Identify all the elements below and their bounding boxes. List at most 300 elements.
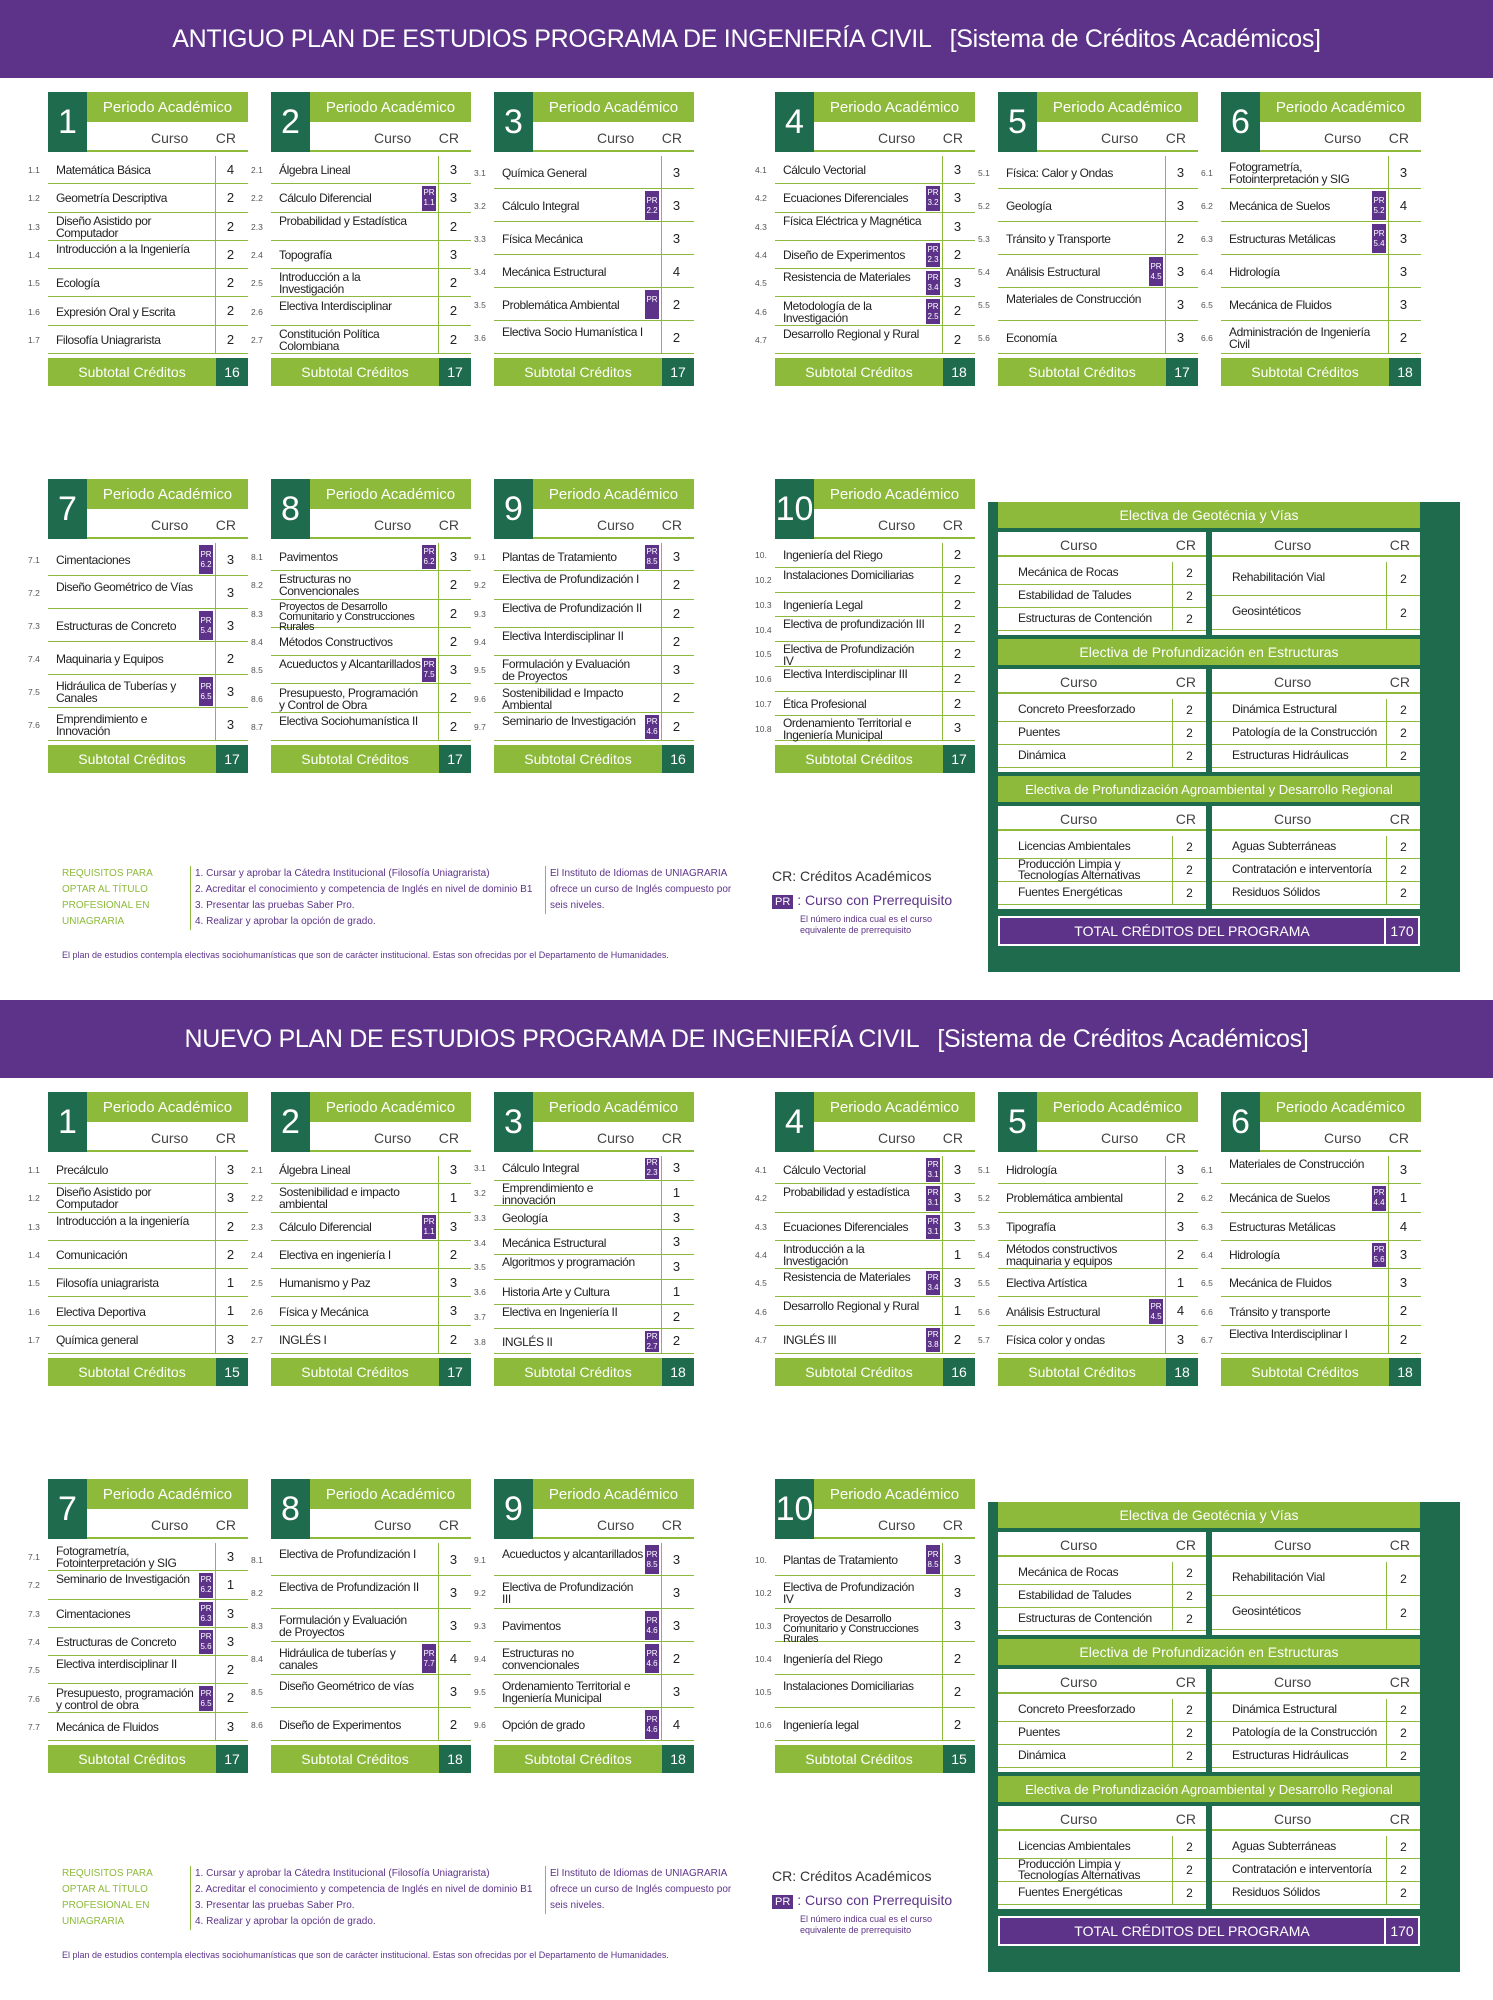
course-name: Formulación y Evaluación de Proyectos [502,657,630,684]
pr-value: 2.3 [646,1168,658,1178]
column-headers [310,509,471,539]
course-credits: 2 [215,1656,245,1684]
course-credits: 2 [1388,321,1418,354]
course-index: 10.5 [755,649,772,660]
elective-credits: 2 [1172,859,1206,882]
pr-value: 4.5 [1150,1311,1162,1321]
course-index: 3.2 [474,200,486,211]
course-row [978,1326,1198,1354]
curso-header: Curso [1274,1811,1312,1827]
course-credits: 3 [661,543,691,571]
subtotal-bar [1221,358,1421,386]
course-name: Electiva Deportiva [56,1304,146,1319]
course-index: 10.4 [755,624,772,635]
course-credits: 3 [1165,156,1195,189]
elective-row [998,1859,1206,1882]
course-row [251,656,471,684]
course-name: Mecánica Estructural [502,264,607,279]
course-name: Cimentaciones [56,552,131,567]
course-name: Introducción a la Investigación [783,1241,865,1268]
periodo-label: Periodo Académico [87,479,248,509]
course-row [755,326,975,354]
subtotal-bar [48,1745,248,1773]
course-index: 10.5 [755,1686,772,1697]
course-credits: 4 [1388,189,1418,222]
course-row [755,1576,975,1609]
electives-panel [988,502,1460,972]
total-label: TOTAL CRÉDITOS DEL PROGRAMA [998,1916,1386,1946]
course-index: 9.4 [474,636,486,647]
semester-number: 7 [48,479,87,539]
subtotal-label: Subtotal Créditos [775,745,943,773]
course-index: 1.6 [28,306,40,317]
course-credits: 3 [438,156,468,184]
course-index: 4.4 [755,1249,767,1260]
course-name: Tránsito y Transporte [1006,231,1111,246]
institute-note: El Instituto de Idiomas de UNIAGRARIA ofrece un curso de Inglés compuesto por seis niveles. [545,1866,735,1914]
course-credits: 2 [942,297,972,325]
course-credits: 3 [661,1543,691,1576]
course-index: 6.4 [1201,1249,1213,1260]
course-credits: 3 [661,1609,691,1642]
curso-header: Curso [878,1517,916,1533]
course-credits: 2 [661,628,691,656]
course-row [978,1241,1198,1269]
course-credits: 3 [942,1543,972,1576]
course-index: 7.2 [28,1580,40,1591]
course-name: Ingeniería del Riego [783,548,883,563]
curso-header: Curso [1060,1537,1098,1553]
course-credits: 1 [215,1269,245,1297]
elective-row [998,859,1206,882]
pr-value: 2.5 [927,311,939,321]
course-name: Hidrología [1006,1163,1057,1178]
course-name: Hidráulica de tuberías y canales [279,1645,396,1672]
elective-row [1212,836,1420,859]
pr-label: PR [1373,1244,1385,1254]
curso-header: Curso [878,1130,916,1146]
course-row [1201,1297,1421,1325]
course-row [755,1543,975,1576]
elective-row [998,1585,1206,1608]
cr-header: CR [1389,811,1410,827]
course-index: 2.6 [251,306,263,317]
humanities-note: El plan de estudios contempla electivas sociohumanísticas que son de carácter institucional. Estas son ofrecidas por el Departamento de Humanidades. [62,1950,669,1960]
course-name: Diseño de Experimentos [783,247,905,262]
semester-number: 3 [494,1092,533,1152]
course-credits: 1 [661,1280,691,1305]
course-index: 4.1 [755,165,767,176]
course-credits: 3 [438,1576,468,1609]
course-row [474,1280,694,1305]
pr-value: 4.4 [1373,1198,1385,1208]
course-row [1201,156,1421,189]
elective-name: Licencias Ambientales [1018,1838,1131,1853]
course-index: 5.1 [978,1165,990,1176]
elective-name: Contratación e interventoría [1232,1861,1372,1876]
course-name: Electiva Artística [1006,1276,1087,1291]
elective-name: Licencias Ambientales [1018,838,1131,853]
course-name: Seminario de Investigación [56,1572,190,1587]
course-credits: 2 [438,1241,468,1269]
course-index: 4.3 [755,221,767,232]
course-row [755,1675,975,1708]
course-index: 9.5 [474,1686,486,1697]
elective-credits: 2 [1386,1882,1420,1905]
pr-label: PR [423,1648,435,1658]
course-credits: 3 [942,184,972,212]
course-credits: 2 [661,571,691,599]
column-headers [533,1122,694,1152]
cr-header: CR [942,1130,963,1146]
prerequisite-badge [199,1686,213,1710]
course-name: Electiva de Profundización II [502,600,642,615]
course-index: 6.2 [1201,1193,1213,1204]
course-row [1201,189,1421,222]
electives-panel [988,1502,1460,1972]
course-row [755,1213,975,1241]
course-credits: 2 [215,1241,245,1269]
elective-credits: 2 [1172,1585,1206,1608]
subtotal-bar [48,358,248,386]
prerequisite-badge [926,1545,940,1574]
elective-row [998,699,1206,722]
elective-headers [1212,669,1420,694]
course-row [755,1609,975,1645]
column-headers [87,1122,248,1152]
course-credits: 4 [661,1708,691,1741]
course-credits: 3 [215,1543,245,1571]
course-index: 3.3 [474,233,486,244]
course-name: Física: Calor y Ondas [1006,165,1113,180]
curso-header: Curso [151,1517,189,1533]
course-row [28,326,248,354]
pr-label: PR [200,549,212,559]
semester-block [474,1092,694,1392]
course-credits: 3 [438,184,468,212]
elective-name: Mecánica de Rocas [1018,564,1119,579]
course-row [28,1213,248,1241]
course-name: Mecánica de Suelos [1229,1191,1330,1206]
course-credits: 3 [661,189,691,222]
course-row [755,241,975,269]
course-name: Álgebra Lineal [279,163,351,178]
elective-credits: 2 [1172,1699,1206,1722]
curso-header: Curso [597,517,635,533]
course-index: 8.1 [251,552,263,563]
course-credits: 3 [438,1675,468,1708]
course-name: Probabilidad y Estadística [279,213,407,228]
semester-block [474,92,694,392]
course-row [251,297,471,325]
course-name: Métodos Constructivos [279,634,393,649]
course-row [28,213,248,241]
elective-name: Estructuras de Contención [1018,1610,1152,1625]
course-name: INGLÉS I [279,1332,327,1347]
plan-banner [0,1000,1493,1078]
course-index: 1.7 [28,334,40,345]
subtotal-bar [1221,1358,1421,1386]
course-row [474,1576,694,1609]
elective-name: Rehabilitación Vial [1232,570,1325,584]
course-name: Cálculo Integral [502,198,579,213]
subtotal-label: Subtotal Créditos [494,1745,662,1773]
pr-value: 2.2 [646,205,658,215]
course-name: Estructuras no convencionales [502,1645,580,1672]
course-index: 2.4 [251,1249,263,1260]
course-index: 2.6 [251,1306,263,1317]
column-headers [1037,122,1198,152]
pr-label: PR [1373,228,1385,238]
subtotal-label: Subtotal Créditos [775,358,943,386]
course-name: Electiva de profundización III [783,617,925,632]
course-row [474,1255,694,1280]
subtotal-label: Subtotal Créditos [998,358,1166,386]
pr-value: 3.2 [927,198,939,208]
column-headers [310,122,471,152]
course-credits: 3 [438,241,468,269]
elective-row [1212,859,1420,882]
course-credits: 2 [661,600,691,628]
pr-label: PR [646,1648,658,1658]
course-name: Tránsito y transporte [1229,1304,1331,1319]
cr-header: CR [661,130,682,146]
pr-value: 5.6 [1373,1254,1385,1264]
subtotal-value: 17 [216,745,248,773]
course-credits: 2 [661,1305,691,1330]
course-row [474,1609,694,1642]
course-index: 1.2 [28,1193,40,1204]
column-headers [533,1509,694,1539]
course-name: Electiva de Profundización I [279,1546,416,1561]
course-credits: 3 [942,1213,972,1241]
course-name: Humanismo y Paz [279,1276,371,1291]
periodo-label: Periodo Académico [1037,1092,1198,1122]
pr-value: 3.4 [927,1283,939,1293]
course-row [978,321,1198,354]
requirements-block [0,1866,740,1966]
course-name: Geometría Descriptiva [56,191,167,206]
pr-label: PR [200,1688,212,1698]
legend-cr: CR: Créditos Académicos [772,868,932,884]
course-credits: 3 [1165,189,1195,222]
course-credits: 3 [1388,156,1418,189]
course-index: 4.5 [755,1278,767,1289]
course-index: 2.5 [251,1278,263,1289]
course-index: 8.3 [251,1620,263,1631]
course-index: 7.2 [28,587,40,598]
elective-row [1212,882,1420,905]
course-name: Ética Profesional [783,696,867,711]
subtotal-label: Subtotal Créditos [48,358,216,386]
legend-pr-box: PR [772,1895,793,1909]
course-credits: 2 [215,642,245,675]
subtotal-bar [271,1745,471,1773]
cr-header: CR [1175,1674,1196,1690]
course-row [755,617,975,642]
elective-name: Patología de la Construcción [1232,1724,1378,1739]
course-index: 10. [755,1554,767,1565]
course-name: Presupuesto, programación y control de obra [56,1685,194,1712]
plan-section [0,1000,1493,2000]
course-index: 10.4 [755,1653,772,1664]
elective-credits: 2 [1386,1836,1420,1859]
course-credits: 2 [661,1329,691,1354]
course-credits: 3 [661,1255,691,1280]
curso-header: Curso [597,1130,635,1146]
course-credits: 1 [1388,1184,1418,1212]
course-credits: 2 [1388,1326,1418,1354]
course-credits: 3 [1165,255,1195,288]
course-index: 6.1 [1201,167,1213,178]
course-credits: 2 [1388,1297,1418,1325]
requirement-item: 1. Cursar y aprobar la Cátedra Institucional (Filosofía Uniagrarista) [195,1868,490,1879]
course-index: 7.5 [28,686,40,697]
requirement-item: 3. Presentar las pruebas Saber Pro. [195,900,355,911]
course-index: 3.5 [474,1262,486,1273]
periodo-label: Periodo Académico [310,479,471,509]
course-index: 7.7 [28,1721,40,1732]
course-credits: 3 [1165,1156,1195,1184]
prerequisite-badge [422,186,436,210]
course-name: Probabilidad y estadística [783,1185,910,1200]
semester-block [755,1092,975,1392]
semester-block [251,92,471,392]
course-index: 8.5 [251,665,263,676]
course-credits: 2 [215,213,245,241]
semester-block [474,1479,694,1779]
elective-row [1212,722,1420,745]
semester-block [1201,1092,1421,1392]
course-index: 9.7 [474,721,486,732]
course-name: Química General [502,165,587,180]
elective-credits: 2 [1386,722,1420,745]
column-headers [87,509,248,539]
periodo-label: Periodo Académico [310,1092,471,1122]
course-row [251,1213,471,1241]
prerequisite-badge [645,1331,659,1352]
elective-credits: 2 [1172,585,1206,608]
pr-label: PR [646,294,658,304]
course-row [251,213,471,241]
course-index: 5.4 [978,266,990,277]
course-row [474,1230,694,1255]
course-name: Estructuras de Concreto [56,1634,177,1649]
subtotal-value: 16 [216,358,248,386]
course-credits: 3 [215,543,245,576]
course-name: Electiva Socio Humanística I [502,324,643,339]
course-name: Instalaciones Domiciliarias [783,567,914,582]
course-index: 5.3 [978,1221,990,1232]
subtotal-bar [48,745,248,773]
course-index: 6.7 [1201,1334,1213,1345]
course-credits: 2 [215,184,245,212]
prerequisite-badge [422,658,436,682]
course-credits: 3 [215,1156,245,1184]
course-index: 9.6 [474,693,486,704]
course-index: 6.6 [1201,1306,1213,1317]
prerequisite-badge [199,545,213,574]
elective-name: Estructuras de Contención [1018,610,1152,625]
course-name: Plantas de Tratamiento [502,550,617,565]
requirements-list [190,1866,535,1930]
course-name: Álgebra Lineal [279,1163,351,1178]
elective-row [998,1836,1206,1859]
course-credits: 2 [438,684,468,712]
course-credits: 3 [1388,222,1418,255]
cr-header: CR [661,517,682,533]
pr-label: PR [927,1329,939,1339]
requirements-title: REQUISITOS PARA OPTAR AL TÍTULO PROFESIONAL EN UNIAGRARIA [62,868,153,927]
course-row [28,543,248,576]
course-name: Historia Arte y Cultura [502,1285,610,1300]
subtotal-value: 15 [943,1745,975,1773]
elective-name: Contratación e interventoría [1232,861,1372,876]
column-headers [1037,1122,1198,1152]
elective-credits: 2 [1386,1859,1420,1882]
pr-value: 6.5 [200,691,212,701]
column-headers [87,1509,248,1539]
course-credits: 3 [661,656,691,684]
course-row [755,269,975,297]
prerequisite-badge [1372,1243,1386,1267]
course-index: 4.2 [755,1193,767,1204]
cr-header: CR [215,130,236,146]
course-credits: 2 [215,1684,245,1712]
subtotal-bar [271,358,471,386]
course-row [978,1213,1198,1241]
course-credits: 3 [215,1600,245,1628]
course-row [755,1269,975,1297]
elective-column [998,1669,1206,1772]
semester-block [755,1479,975,1779]
cr-header: CR [1388,1130,1409,1146]
elective-name: Aguas Subterráneas [1232,838,1337,853]
course-index: 2.7 [251,334,263,345]
course-index: 5.6 [978,332,990,343]
elective-column [1212,1532,1420,1635]
subtotal-label: Subtotal Créditos [775,1745,943,1773]
elective-headers [1212,532,1420,557]
course-row [251,628,471,656]
prerequisite-badge [422,1215,436,1239]
course-name: Ecuaciones Diferenciales [783,191,909,206]
course-index: 8.2 [251,580,263,591]
course-name: Estructuras no Convencionales [279,572,359,599]
semester-block [28,1092,248,1392]
course-name: Estructuras Metálicas [1229,1219,1336,1234]
course-credits: 2 [215,326,245,354]
elective-column [998,1532,1206,1635]
course-name: Electiva de Profundización II [279,1579,419,1594]
elective-headers [1212,806,1420,831]
elective-credits: 2 [1386,882,1420,905]
course-credits: 1 [1165,1269,1195,1297]
course-name: Cálculo Vectorial [783,1163,866,1178]
elective-headers [1212,1806,1420,1831]
course-index: 10.6 [755,674,772,685]
course-index: 2.2 [251,1193,263,1204]
course-row [28,576,248,609]
course-row [251,1184,471,1212]
column-headers [533,509,694,539]
course-row [251,1609,471,1642]
pr-label: PR [927,1160,939,1170]
pr-label: PR [1373,1188,1385,1198]
elective-row [1212,745,1420,768]
subtotal-label: Subtotal Créditos [271,1358,439,1386]
course-index: 9.6 [474,1719,486,1730]
